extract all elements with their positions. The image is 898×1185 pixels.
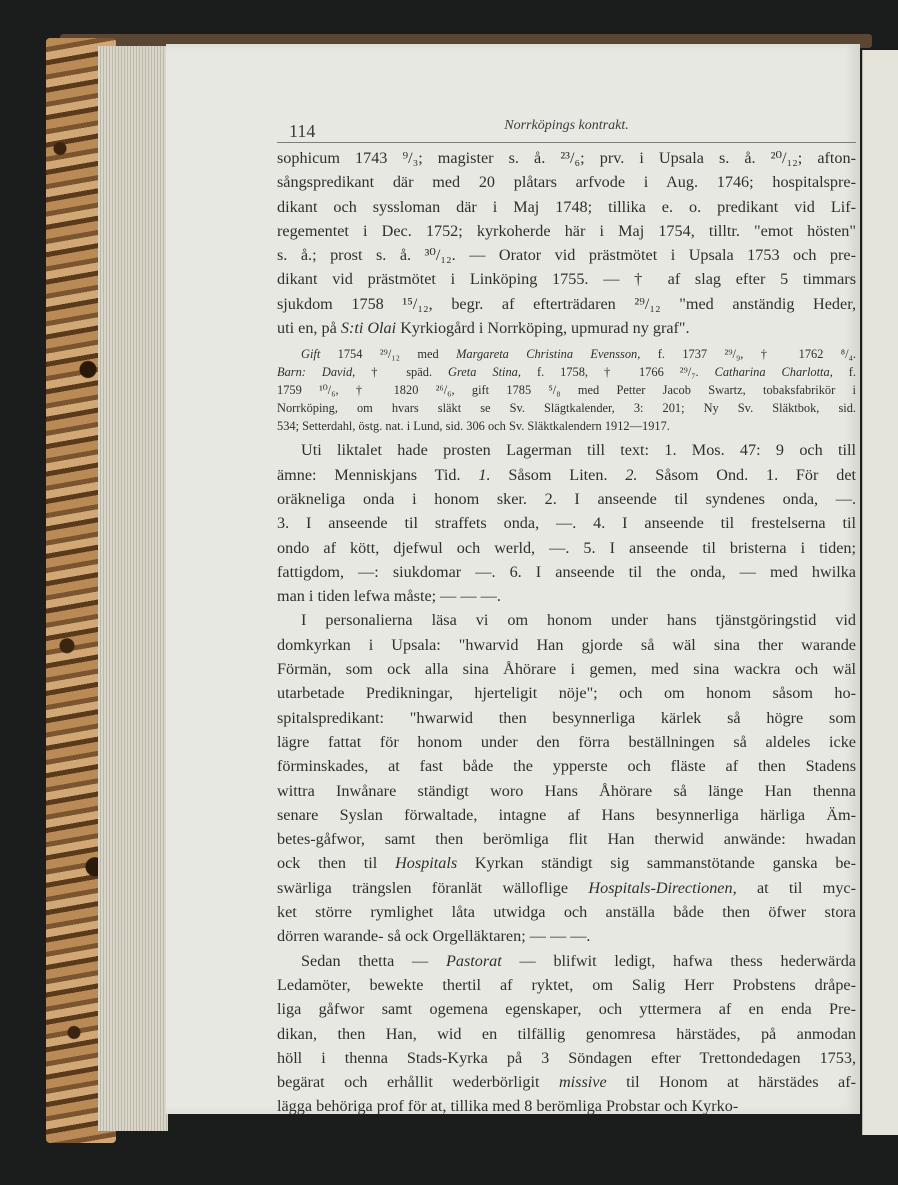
italic-text: Barn: David,: [277, 365, 356, 380]
page-edges: [98, 46, 168, 1131]
text-line: dörren warande- så ock Orgelläktaren; — — —.: [277, 927, 591, 946]
text-line: Barn: David, † späd. Greta Stina, f. 1758, † 1766 ²⁹/₇. Catharina Charlotta, f.: [277, 365, 856, 380]
paragraph: [277, 438, 856, 608]
page-number: 114: [289, 121, 316, 141]
body-text: [277, 146, 856, 1119]
text-line: Uti liktalet hade prosten Lagerman till text: 1. Mos. 47: 9 och till: [301, 441, 856, 460]
paragraph: [277, 949, 856, 1119]
text-line: s. å.; prost s. å. ³⁰/₁₂. — Orator vid prästmötet i Upsala 1753 och pre-: [277, 246, 856, 265]
text-line: förminskades, at fast både the ypperste och fläste af then Stadens: [277, 757, 856, 776]
page-header: [277, 118, 856, 143]
text-line: swärliga trängslen föranlät wälloflige Hospitals-Directionen, at til myc-: [277, 878, 857, 897]
text-line: oräkneliga onda i honom sker. 2. I anseende til syndenes onda, —.: [277, 489, 856, 508]
text-line: ock then til Hospitals Kyrkan ständigt sig sammanstötande ganska be-: [277, 854, 856, 873]
text-line: Ledamöter, bewekte thertil af ryktet, om Salig Herr Probstens dråpe-: [277, 975, 856, 994]
text-line: regementet i Dec. 1752; kyrkoherde här i Maj 1754, tilltr. "emot hösten": [277, 221, 856, 240]
italic-text: 2.: [625, 465, 638, 484]
text-line: dikant vid prästmötet i Linköping 1755. — † af slag efter 5 timmars: [277, 270, 856, 289]
italic-text: S:ti Olai: [340, 319, 397, 338]
text-line: sophicum 1743 ⁹/₃; magister s. å. ²³/₆; prv. i Upsala s. å. ²⁰/₁₂; afton-: [277, 149, 856, 167]
text-line: höll i thenna Stads-Kyrka på 3 Söndagen efter Trettondedagen 1753,: [277, 1048, 856, 1067]
text-line: dikant och syssloman där i Maj 1748; tillika e. o. predikant vid Lif-: [277, 197, 856, 216]
text-line: betes-gåfwor, samt then berömliga flit Han therwid anwände: hwadan: [277, 830, 856, 849]
text-line: 534; Setterdahl, östg. nat. i Lund, sid. 306 och Sv. Släktkalendern 1912—1917.: [277, 419, 670, 434]
italic-text: Greta Stina,: [448, 365, 521, 380]
text-line: 3. I anseende til straffets onda, —. 4. I anseende til frestelserna til: [277, 514, 856, 533]
text-line: dikan, then Han, wid en tilfällig genomresa härstädes, på anmodan: [277, 1024, 856, 1043]
italic-text: Pastorat: [445, 951, 502, 970]
text-line: liga gåfwor samt ogemena egenskaper, och yttermera af en enda Pre-: [277, 1000, 856, 1019]
text-line: sjukdom 1758 ¹⁵/₁₂, begr. af efterträdaren ²⁹/₁₂ "med anständig Heder,: [277, 294, 856, 313]
text-line: lägga behöriga prof för at, tillika med 8 berömliga Probstar och Kyrko-: [277, 1097, 739, 1116]
text-line: Gift 1754 ²⁹/₁₂ med Margareta Christina Evensson, f. 1737 ²⁹/₉, † 1762 ⁸/₄.: [301, 347, 856, 362]
italic-text: Hospitals-Directionen,: [588, 878, 737, 897]
text-line: ket större rymlighet låta utwidga och anställa både then öfwer stora: [277, 903, 856, 922]
text-line: Sedan thetta — Pastorat — blifwit ledigt, hafwa thess hederwärda: [301, 951, 856, 970]
text-line: begärat och erhållit wederbörligit missive til Honom at härstädes af-: [277, 1073, 856, 1092]
text-line: spitalspredikant: "hwarwid then besynnerliga kärlek så högre som: [277, 708, 856, 727]
text-line: lägre fattat för honom under den förra beställningen så aldeles icke: [277, 732, 856, 751]
running-title: Norrköpings kontrakt.: [504, 118, 629, 133]
text-line: senare Syslan förwaltade, intagne af Hans besynnerliga härliga Äm-: [277, 805, 856, 824]
text-line: ondo af kött, djefwul och werld, —. 5. I anseende til bristerna i tiden;: [277, 538, 856, 557]
text-line: fattigdom, —: siukdomar —. 6. I anseende til the onda, — med hwilka: [277, 562, 856, 581]
paragraph: [277, 146, 856, 340]
italic-text: missive: [558, 1073, 607, 1092]
footnote-block: [277, 345, 856, 435]
text-line: man i tiden lefwa måste; — — —.: [277, 587, 501, 606]
italic-text: Hospitals: [395, 854, 458, 873]
text-line: Förmän, som ock alla sina Åhörare i gemen, med sina wackra och wäl: [277, 660, 856, 679]
text-line: utarbetade Predikningar, hjerteligit nöje"; och om honom såsom ho-: [277, 684, 856, 703]
italic-text: 1.: [478, 465, 491, 484]
text-line: 1759 ¹⁰/₆, † 1820 ²⁶/₆, gift 1785 ⁵/₈ med Petter Jacob Swartz, tobaksfabrikör i: [277, 383, 856, 398]
text-line: uti en, på S:ti Olai Kyrkiogård i Norrköping, upmurad ny graf".: [277, 319, 690, 338]
text-line: ämne: Menniskjans Tid. 1. Såsom Liten. 2. Såsom Ond. 1. För det: [277, 465, 857, 484]
text-line: sångspredikant där med 20 plåtars arfvode i Aug. 1746; hospitalspre-: [277, 173, 856, 192]
italic-text: Gift: [301, 347, 321, 362]
text-line: I personalierna läsa vi om honom under hans tjänstgöringstid vid: [301, 611, 856, 630]
italic-text: Catharina Charlotta,: [714, 365, 833, 380]
text-line: wittra Inwånare ständigt woro Hans Åhörare så länge Han thenna: [277, 781, 856, 800]
facing-page-edge: [862, 50, 898, 1135]
paragraph: [277, 608, 856, 948]
text-line: domkyrkan i Upsala: "hwarvid Han gjorde så wäl sina ther warande: [277, 635, 856, 654]
text-line: Norrköping, om hvars släkt se Sv. Slägtkalender, 3: 201; Ny Sv. Släktbok, sid.: [277, 401, 856, 416]
italic-text: Margareta Christina Evensson,: [456, 347, 641, 362]
